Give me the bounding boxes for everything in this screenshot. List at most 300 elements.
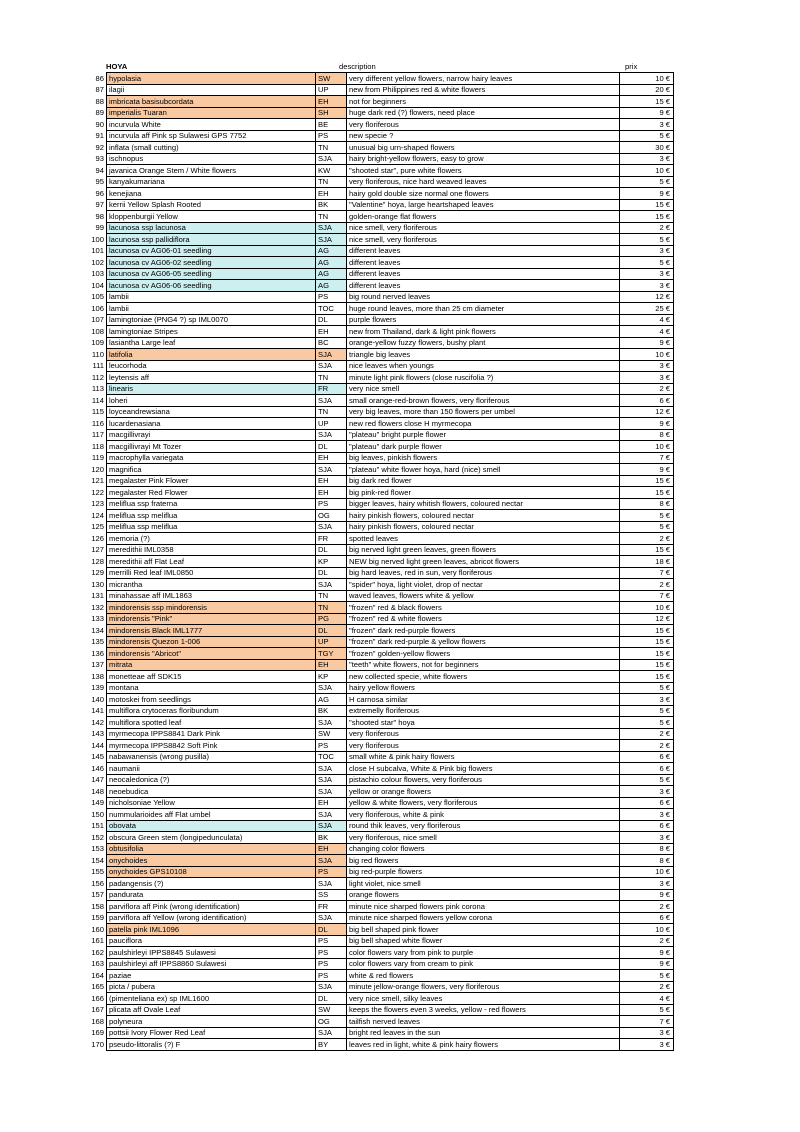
row-number: 93 — [95, 154, 104, 163]
table-row — [70, 866, 674, 878]
row-number: 165 — [91, 982, 104, 991]
table-row — [70, 280, 674, 292]
plant-price: 5 € — [620, 234, 674, 246]
plant-description: minute light pink flowers (close ruscifolia ?) — [347, 372, 620, 384]
row-number: 156 — [91, 878, 104, 888]
plant-description: NEW big nerved light green leaves, abricot flowers — [347, 556, 620, 568]
plant-price: 9 € — [620, 418, 674, 430]
supplier-code: SJA — [316, 429, 347, 441]
plant-description: new red flowers close H myrmecopa — [347, 418, 620, 430]
plant-price: 9 € — [620, 107, 674, 119]
row-number: 116 — [91, 418, 104, 428]
plant-description: minute nice sharped flowers pink corona — [347, 901, 620, 913]
plant-description: triangle big leaves — [347, 349, 620, 361]
table-row — [70, 533, 674, 545]
plant-description: waved leaves, flowers white & yellow — [347, 590, 620, 602]
supplier-code: SJA — [316, 855, 347, 867]
plant-name: neoebudica — [107, 786, 316, 798]
table-row — [70, 487, 674, 499]
table-row — [70, 464, 674, 476]
plant-description: orange flowers — [347, 889, 620, 901]
row-number: 118 — [91, 441, 104, 451]
table-row — [70, 107, 674, 119]
plant-name: meredithii IML0358 — [107, 544, 316, 556]
row-number: 143 — [91, 729, 104, 738]
plant-description: big hard leaves, red in sun, very floriferous — [347, 567, 620, 579]
supplier-code: SJA — [316, 878, 347, 890]
plant-name: lasiantha Large leaf — [107, 337, 316, 349]
plant-price: 10 € — [620, 866, 674, 878]
plant-price: 20 € — [620, 84, 674, 96]
table-row — [70, 372, 674, 384]
plant-name: megalaster Pink Flower — [107, 475, 316, 487]
plant-description: color flowers vary from cream to pink — [347, 958, 620, 970]
supplier-code: DL — [316, 993, 347, 1005]
table-row — [70, 958, 674, 970]
plant-description: big bell shaped white flower — [347, 935, 620, 947]
row-number: 120 — [91, 464, 104, 474]
table-row — [70, 521, 674, 533]
plant-description: golden-orange flat flowers — [347, 211, 620, 223]
supplier-code: SJA — [316, 981, 347, 993]
plant-description: hairy pinkish flowers, coloured nectar — [347, 521, 620, 533]
row-number: 167 — [91, 1005, 104, 1014]
plant-description: big round nerved leaves — [347, 291, 620, 303]
plant-description: "frozen" golden-yellow flowers — [347, 648, 620, 660]
row-number: 87 — [95, 85, 104, 94]
plant-description: new from Philippines red & white flowers — [347, 84, 620, 96]
plant-description: "plateau" white flower hoya, hard (nice) smell — [347, 464, 620, 476]
supplier-code: TN — [316, 406, 347, 418]
row-number: 92 — [95, 142, 104, 152]
plant-description: huge dark red (?) flowers, need place — [347, 107, 620, 119]
supplier-code: SJA — [316, 763, 347, 775]
table-row — [70, 590, 674, 602]
plant-name: picta / pubera — [107, 981, 316, 993]
row-number: 111 — [92, 361, 104, 370]
plant-description: big bell shaped pink flower — [347, 924, 620, 936]
plant-name: mindorensis Black IML1777 — [107, 625, 316, 637]
plant-price: 2 € — [620, 383, 674, 395]
supplier-code: TN — [316, 590, 347, 602]
plant-name: paulshirleyi aff IPPS8860 Sulawesi — [107, 958, 316, 970]
plant-price: 7 € — [620, 452, 674, 464]
plant-name: leucorhoda — [107, 360, 316, 372]
table-row — [70, 441, 674, 453]
supplier-code: SJA — [316, 820, 347, 832]
table-row — [70, 188, 674, 200]
plant-name: multiflora crytoceras floribundum — [107, 705, 316, 717]
supplier-code: PS — [316, 947, 347, 959]
supplier-code: DL — [316, 567, 347, 579]
plant-description: color flowers vary from pink to purple — [347, 947, 620, 959]
plant-description: extremelly floriferous — [347, 705, 620, 717]
row-number: 107 — [91, 315, 104, 324]
supplier-code: AG — [316, 280, 347, 292]
supplier-code: UP — [316, 84, 347, 96]
row-number: 160 — [91, 924, 104, 934]
plant-description: very floriferous, nice smell — [347, 832, 620, 844]
supplier-code: TOC — [316, 751, 347, 763]
plant-name: parviflora aff Pink (wrong identification) — [107, 901, 316, 913]
plant-description: very floriferous, white & pink — [347, 809, 620, 821]
supplier-code: DL — [316, 441, 347, 453]
row-number: 102 — [91, 257, 104, 267]
table-row — [70, 659, 674, 671]
supplier-code: SJA — [316, 464, 347, 476]
supplier-code: SJA — [316, 809, 347, 821]
plant-description: hairy yellow flowers — [347, 682, 620, 694]
plant-price: 5 € — [620, 717, 674, 729]
row-number: 164 — [91, 970, 104, 980]
row-number: 161 — [91, 936, 104, 945]
supplier-code: PS — [316, 740, 347, 752]
plant-description: "plateau" bright purple flower — [347, 429, 620, 441]
plant-price: 8 € — [620, 843, 674, 855]
plant-name: pauciflora — [107, 935, 316, 947]
plant-price: 4 € — [620, 326, 674, 338]
plant-name: ischnopus — [107, 153, 316, 165]
plant-name: loyceandrewsiana — [107, 406, 316, 418]
row-number: 137 — [91, 660, 104, 669]
row-number: 149 — [91, 798, 104, 807]
row-number: 140 — [91, 694, 104, 704]
plant-price: 3 € — [620, 360, 674, 372]
plant-name: javanica Orange Stem / White flowers — [107, 165, 316, 177]
table-row — [70, 625, 674, 637]
table-row — [70, 820, 674, 832]
table-row — [70, 809, 674, 821]
supplier-code: SJA — [316, 222, 347, 234]
hoya-table — [70, 72, 674, 1051]
row-number: 151 — [91, 821, 104, 830]
plant-name: meliflua ssp meliflua — [107, 510, 316, 522]
supplier-code: TGY — [316, 648, 347, 660]
supplier-code: SW — [316, 73, 347, 85]
table-row — [70, 395, 674, 407]
plant-price: 3 € — [620, 832, 674, 844]
plant-price: 5 € — [620, 176, 674, 188]
row-number: 141 — [91, 706, 104, 715]
plant-name: incurvula aff Pink sp Sulawesi GPS 7752 — [107, 130, 316, 142]
table-row — [70, 314, 674, 326]
table-row — [70, 84, 674, 96]
plant-price: 8 € — [620, 498, 674, 510]
supplier-code: SS — [316, 889, 347, 901]
plant-name: lacunosa cv AG06-02 seedling — [107, 257, 316, 269]
supplier-code: DL — [316, 625, 347, 637]
plant-price: 3 € — [620, 694, 674, 706]
plant-name: merrilli Red leaf IML0850 — [107, 567, 316, 579]
row-number: 130 — [91, 579, 104, 589]
plant-price: 7 € — [620, 1016, 674, 1028]
row-number: 152 — [91, 832, 104, 842]
plant-price: 3 € — [620, 1027, 674, 1039]
plant-description: changing color flowers — [347, 843, 620, 855]
supplier-code: OG — [316, 510, 347, 522]
row-number: 131 — [91, 591, 104, 600]
row-number: 168 — [91, 1016, 104, 1026]
table-row — [70, 211, 674, 223]
table-row — [70, 234, 674, 246]
plant-name: onychoides GPS10108 — [107, 866, 316, 878]
plant-description: "frozen" dark red-purple flowers — [347, 625, 620, 637]
plant-name: nummularioides aff Flat umbel — [107, 809, 316, 821]
plant-price: 4 € — [620, 993, 674, 1005]
plant-price: 12 € — [620, 291, 674, 303]
row-number: 146 — [91, 763, 104, 773]
plant-name: imbricata basisubcordata — [107, 96, 316, 108]
plant-name: nicholsoniae Yellow — [107, 797, 316, 809]
plant-name: hypolasia — [107, 73, 316, 85]
plant-price: 9 € — [620, 958, 674, 970]
plant-name: meredithii aff Flat Leaf — [107, 556, 316, 568]
supplier-code: SW — [316, 728, 347, 740]
row-number: 94 — [95, 165, 104, 175]
supplier-code: SW — [316, 1004, 347, 1016]
plant-price: 8 € — [620, 429, 674, 441]
plant-description: big leaves, pinkish flowers — [347, 452, 620, 464]
plant-price: 10 € — [620, 349, 674, 361]
row-number: 150 — [91, 809, 104, 819]
supplier-code: PS — [316, 866, 347, 878]
plant-description: different leaves — [347, 245, 620, 257]
plant-name: lambii — [107, 303, 316, 315]
supplier-code: SJA — [316, 786, 347, 798]
table-row — [70, 682, 674, 694]
plant-price: 3 € — [620, 809, 674, 821]
supplier-code: BK — [316, 832, 347, 844]
plant-description: leaves red in light, white & pink hairy flowers — [347, 1039, 620, 1051]
table-row — [70, 406, 674, 418]
supplier-code: PS — [316, 291, 347, 303]
row-number: 91 — [95, 131, 104, 140]
plant-name: patella pink IML1096 — [107, 924, 316, 936]
plant-description: tailfish nerved leaves — [347, 1016, 620, 1028]
plant-name: mindorensis "Abricot" — [107, 648, 316, 660]
plant-description: "Valentine" hoya, large heartshaped leaves — [347, 199, 620, 211]
plant-price: 9 € — [620, 337, 674, 349]
plant-name: lacunosa cv AG06-06 seedling — [107, 280, 316, 292]
plant-description: small white & pink hairy flowers — [347, 751, 620, 763]
plant-name: paulshirleyi IPPS8845 Sulawesi — [107, 947, 316, 959]
row-number: 101 — [91, 246, 104, 255]
row-number: 95 — [95, 177, 104, 186]
plant-description: yellow or orange flowers — [347, 786, 620, 798]
table-row — [70, 970, 674, 982]
plant-price: 5 € — [620, 682, 674, 694]
plant-price: 15 € — [620, 96, 674, 108]
row-number: 163 — [91, 959, 104, 968]
supplier-code: EH — [316, 96, 347, 108]
plant-price: 3 € — [620, 245, 674, 257]
plant-name: memoria (?) — [107, 533, 316, 545]
supplier-code: SJA — [316, 521, 347, 533]
table-row — [70, 993, 674, 1005]
row-number: 139 — [91, 683, 104, 692]
plant-name: latifolia — [107, 349, 316, 361]
row-number: 157 — [91, 890, 104, 899]
row-number: 153 — [91, 844, 104, 853]
plant-description: "frozen" red & black flowers — [347, 602, 620, 614]
plant-price: 7 € — [620, 567, 674, 579]
supplier-code: PS — [316, 130, 347, 142]
row-number: 104 — [91, 280, 104, 290]
plant-name: obtusifolia — [107, 843, 316, 855]
plant-price: 3 € — [620, 119, 674, 131]
table-row — [70, 832, 674, 844]
table-row — [70, 763, 674, 775]
plant-price: 3 € — [620, 786, 674, 798]
plant-price: 18 € — [620, 556, 674, 568]
plant-name: obscura Green stem (longipedunculata) — [107, 832, 316, 844]
row-number: 98 — [95, 211, 104, 221]
plant-price: 6 € — [620, 763, 674, 775]
plant-name: inflata (small cutting) — [107, 142, 316, 154]
table-row — [70, 544, 674, 556]
plant-description: nice smell, very floriferous — [347, 234, 620, 246]
row-number: 99 — [95, 223, 104, 232]
plant-price: 6 € — [620, 820, 674, 832]
supplier-code: AG — [316, 694, 347, 706]
plant-description: big red flowers — [347, 855, 620, 867]
plant-description: hairy gold double size normal one flowers — [347, 188, 620, 200]
plant-description: different leaves — [347, 280, 620, 292]
plant-name: leytensis aff — [107, 372, 316, 384]
supplier-code: KW — [316, 165, 347, 177]
plant-price: 15 € — [620, 199, 674, 211]
plant-description: light violet, nice smell — [347, 878, 620, 890]
table-row — [70, 222, 674, 234]
plant-name: pottsii Ivory Flower Red Leaf — [107, 1027, 316, 1039]
row-number: 170 — [91, 1039, 104, 1049]
plant-description: nice leaves when youngs — [347, 360, 620, 372]
plant-description: hairy pinkish flowers, coloured nectar — [347, 510, 620, 522]
plant-name: lacunosa cv AG06-05 seedling — [107, 268, 316, 280]
supplier-code: SH — [316, 107, 347, 119]
row-number: 133 — [91, 614, 104, 623]
plant-name: magnifica — [107, 464, 316, 476]
row-number: 106 — [91, 303, 104, 313]
plant-description: different leaves — [347, 257, 620, 269]
row-number: 125 — [91, 522, 104, 531]
row-number: 105 — [91, 292, 104, 301]
row-number: 114 — [91, 395, 104, 405]
plant-price: 7 € — [620, 590, 674, 602]
row-number: 124 — [91, 510, 104, 520]
supplier-code: AG — [316, 245, 347, 257]
plant-name: lucardenasiana — [107, 418, 316, 430]
plant-description: big red-purple flowers — [347, 866, 620, 878]
supplier-code: EH — [316, 188, 347, 200]
row-number: 96 — [95, 188, 104, 198]
supplier-code: SJA — [316, 774, 347, 786]
row-number: 159 — [91, 913, 104, 922]
table-row — [70, 613, 674, 625]
plant-description: "plateau" dark purple flower — [347, 441, 620, 453]
supplier-code: SJA — [316, 579, 347, 591]
supplier-code: SJA — [316, 360, 347, 372]
table-row — [70, 475, 674, 487]
plant-price: 5 € — [620, 257, 674, 269]
plant-name: multiflora spotted leaf — [107, 717, 316, 729]
supplier-code: TN — [316, 372, 347, 384]
plant-description: "shooted star" hoya — [347, 717, 620, 729]
plant-name: macgillivrayi Mt Tozer — [107, 441, 316, 453]
row-number: 134 — [91, 625, 104, 635]
row-number: 119 — [91, 453, 104, 462]
plant-name: naumanii — [107, 763, 316, 775]
table-row — [70, 73, 674, 85]
supplier-code: UP — [316, 636, 347, 648]
plant-name: padangensis (?) — [107, 878, 316, 890]
table-row — [70, 498, 674, 510]
table-row — [70, 728, 674, 740]
supplier-code: EH — [316, 326, 347, 338]
plant-name: mindorensis "Pink" — [107, 613, 316, 625]
plant-price: 5 € — [620, 521, 674, 533]
plant-name: macgillivrayi — [107, 429, 316, 441]
table-row — [70, 786, 674, 798]
table-row — [70, 245, 674, 257]
row-number: 117 — [91, 430, 104, 439]
row-number: 162 — [91, 947, 104, 957]
row-number: 126 — [91, 533, 104, 543]
row-number: 147 — [91, 775, 104, 784]
plant-description: very floriferous, nice hard weaved leaves — [347, 176, 620, 188]
plant-price: 2 € — [620, 981, 674, 993]
plant-name: neocaledonica (?) — [107, 774, 316, 786]
plant-name: motoskei from seedlings — [107, 694, 316, 706]
table-row — [70, 636, 674, 648]
plant-description: nice smell, very floriferous — [347, 222, 620, 234]
plant-price: 6 € — [620, 797, 674, 809]
plant-description: very nice smell — [347, 383, 620, 395]
table-row — [70, 1004, 674, 1016]
table-row — [70, 717, 674, 729]
plant-name: lamingtoniae Stripes — [107, 326, 316, 338]
supplier-code: TN — [316, 211, 347, 223]
table-row — [70, 855, 674, 867]
plant-price: 5 € — [620, 705, 674, 717]
supplier-code: EH — [316, 487, 347, 499]
table-row — [70, 326, 674, 338]
supplier-code: DL — [316, 314, 347, 326]
plant-name: lambii — [107, 291, 316, 303]
plant-name: mindorensis Quezon 1-006 — [107, 636, 316, 648]
plant-price: 30 € — [620, 142, 674, 154]
row-number: 132 — [91, 602, 104, 612]
plant-name: polyneura — [107, 1016, 316, 1028]
supplier-code: SJA — [316, 349, 347, 361]
plant-description: big nerved light green leaves, green flowers — [347, 544, 620, 556]
supplier-code: EH — [316, 797, 347, 809]
plant-description: very nice smell, silky leaves — [347, 993, 620, 1005]
supplier-code: TN — [316, 176, 347, 188]
plant-price: 2 € — [620, 579, 674, 591]
plant-description: new specie ? — [347, 130, 620, 142]
row-number: 112 — [91, 372, 104, 382]
plant-price: 10 € — [620, 924, 674, 936]
table-row — [70, 176, 674, 188]
row-number: 128 — [91, 556, 104, 566]
row-number: 158 — [91, 901, 104, 911]
plant-price: 15 € — [620, 625, 674, 637]
table-row — [70, 579, 674, 591]
plant-description: unusual big urn-shaped flowers — [347, 142, 620, 154]
table-row — [70, 291, 674, 303]
table-row — [70, 96, 674, 108]
